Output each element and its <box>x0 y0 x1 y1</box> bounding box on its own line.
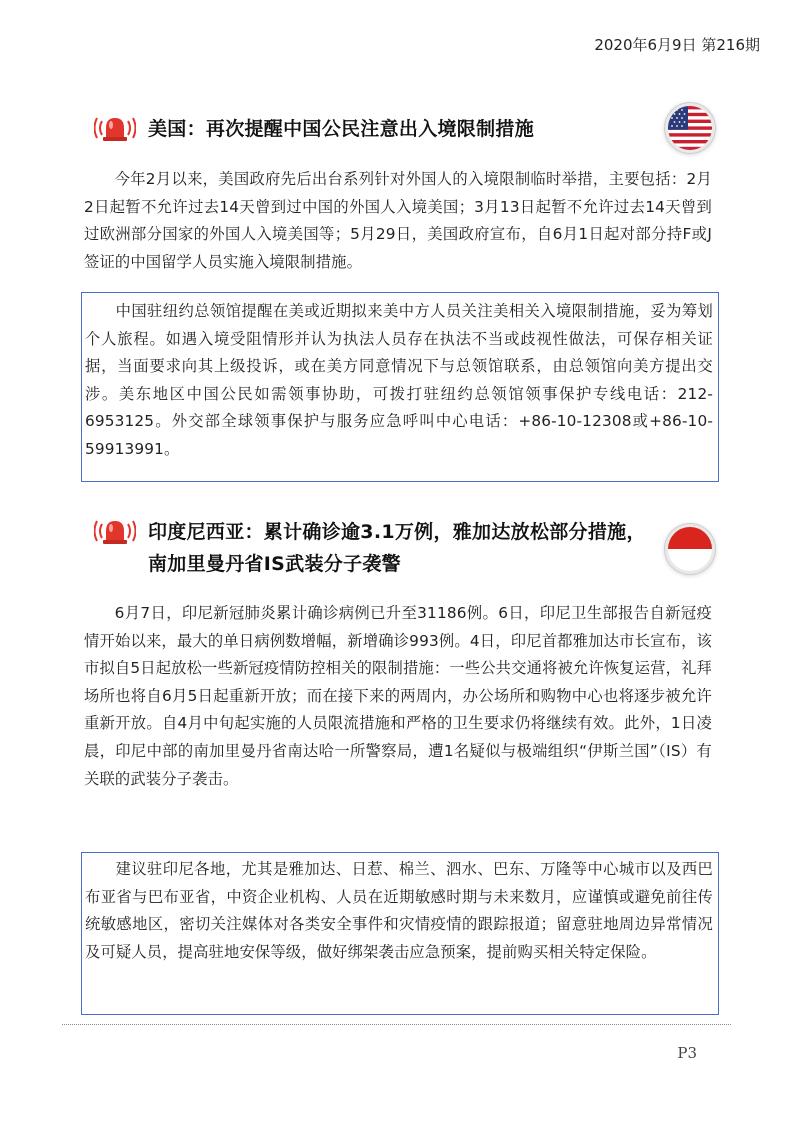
section-body: 今年2月以来，美国政府先后出台系列针对外国人的入境限制临时举措，主要包括：2月2日起暂不允许过去14天曾到过中国的外国人入境美国；3月13日起暂不允许过去14天曾到过欧洲部分国家的外国人入境美国等；5月29日，美国政府宣布，自6月1日起对部分持F或J签证的中国留学人员实施入境限制措施。 <box>84 170 712 271</box>
footer-divider <box>62 1024 731 1025</box>
alarm-bell-icon <box>94 113 136 143</box>
issue-date: 2020年6月9日 第216期 <box>594 36 760 54</box>
advisory-box <box>81 852 719 1015</box>
section-title-line-2: 南加里曼丹省IS武装分子袭警 <box>148 553 401 575</box>
alarm-bell-icon <box>94 516 136 546</box>
advisory-text: 中国驻纽约总领馆提醒在美或近期拟来美中方人员关注美相关入境限制措施，妥为筹划个人旅程。如遇入境受阻情形并认为执法人员存在执法不当或歧视性做法，可保存相关证据，当面要求向其上级投诉，或在美方同意情况下与总领馆联系，由总领馆向美方提出交涉。美东地区中国公民如需领事协助，可拨打驻纽约总领馆领事保护专线电话：212-6953125。外交部全球领事保护与服务应急呼叫中心电话：+86-10-12308或+86-10-59913991。 <box>85 302 713 458</box>
section-title-line-1: 印度尼西亚：累计确诊逾3.1万例，雅加达放松部分措施， <box>148 521 646 543</box>
page-number: P3 <box>677 1044 697 1062</box>
us-flag-icon <box>668 106 712 150</box>
section-title: 美国：再次提醒中国公民注意出入境限制措施 <box>148 118 535 140</box>
advisory-box <box>81 292 719 482</box>
section-body: 6月7日，印尼新冠肺炎累计确诊病例已升至31186例。6日，印尼卫生部报告自新冠疫情开始以来，最大的单日病例数增幅，新增确诊993例。4日，印尼首都雅加达市长宣布，该市拟自5日起放松一些新冠疫情防控相关的限制措施：一些公共交通将被允许恢复运营，礼拜场所也将自6月5日起重新开放；而在接下来的两周内，办公场所和购物中心也将逐步被允许重新开放。自4月中旬起实施的人员限流措施和严格的卫生要求仍将继续有效。此外，1日凌晨，印尼中部的南加里曼丹省南达哈一所警察局，遭1名疑似与极端组织“伊斯兰国”（IS）有关联的武装分子袭击。 <box>84 604 712 788</box>
indonesia-flag-icon <box>668 527 712 571</box>
advisory-text: 建议驻印尼各地，尤其是雅加达、日惹、棉兰、泗水、巴东、万隆等中心城市以及西巴布亚省与巴布亚省，中资企业机构、人员在近期敏感时期与未来数月，应谨慎或避免前往传统敏感地区，密切关注媒体对各类安全事件和灾情疫情的跟踪报道；留意驻地周边异常情况及可疑人员，提高驻地安保等级，做好绑架袭击应急预案，提前购买相关特定保险。 <box>85 860 713 961</box>
